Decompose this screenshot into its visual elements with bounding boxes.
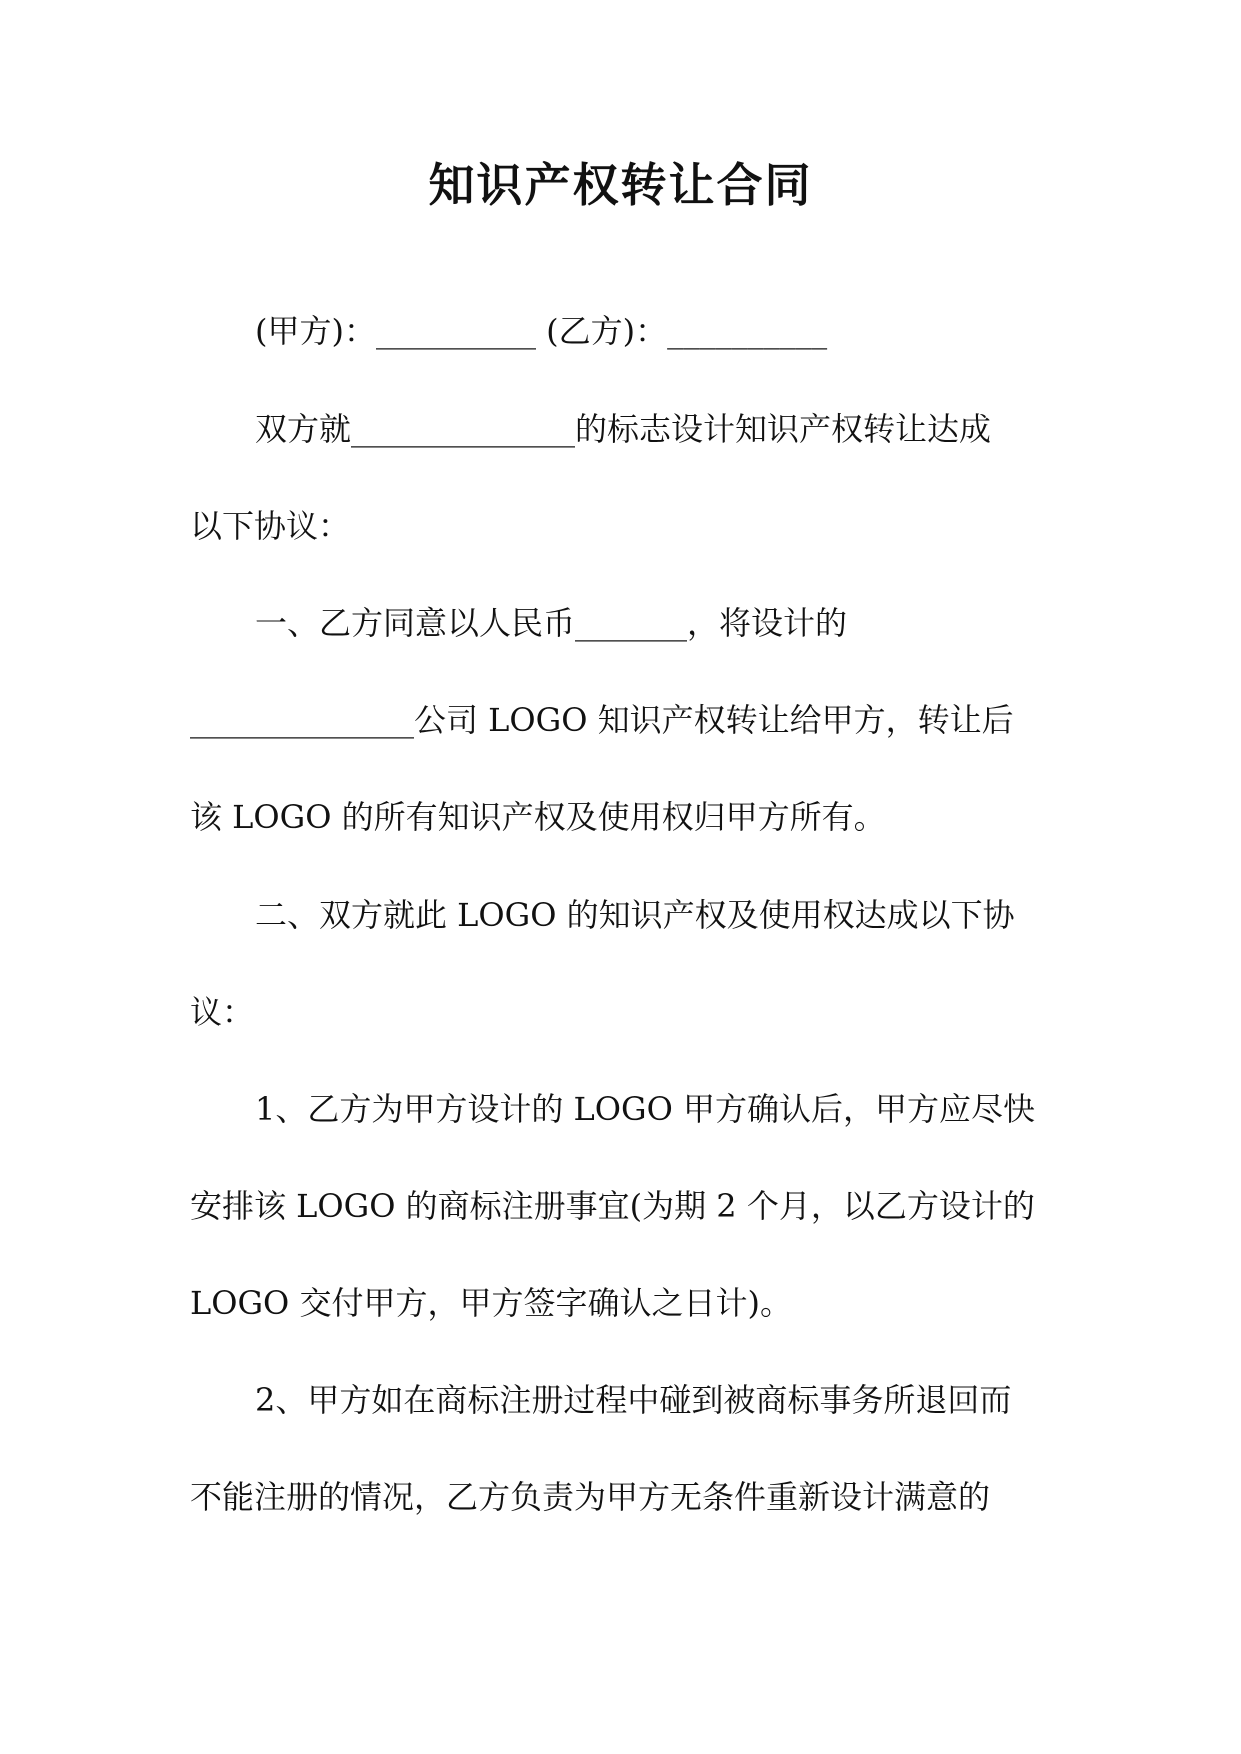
item-two-line: 2、甲方如在商标注册过程中碰到被商标事务所退回而 — [255, 1381, 1012, 1419]
paragraph-line: 安排该 LOGO 的商标注册事宜(为期 2 个月，以乙方设计的 — [190, 1187, 1035, 1225]
paragraph-line: LOGO 交付甲方，甲方签字确认之日计)。 — [190, 1284, 792, 1322]
paragraph-line: 该 LOGO 的所有知识产权及使用权归甲方所有。 — [190, 798, 886, 836]
item-one-line: 1、乙方为甲方设计的 LOGO 甲方确认后，甲方应尽快 — [255, 1090, 1035, 1128]
paragraph-line: ______________公司 LOGO 知识产权转让给甲方，转让后 — [190, 701, 1014, 739]
paragraph-line: 以下协议： — [190, 507, 351, 545]
paragraph-line: 不能注册的情况，乙方负责为甲方无条件重新设计满意的 — [190, 1478, 991, 1516]
parties-line: (甲方)：__________ (乙方)：__________ — [255, 312, 828, 350]
paragraph-line: 双方就______________的标志设计知识产权转让达成 — [255, 410, 992, 448]
document-title: 知识产权转让合同 — [428, 158, 813, 212]
clause-one-line: 一、乙方同意以人民币_______，将设计的 — [255, 604, 848, 642]
clause-two-line: 二、双方就此 LOGO 的知识产权及使用权达成以下协 — [255, 896, 1015, 934]
paragraph-line: 议： — [190, 993, 255, 1031]
